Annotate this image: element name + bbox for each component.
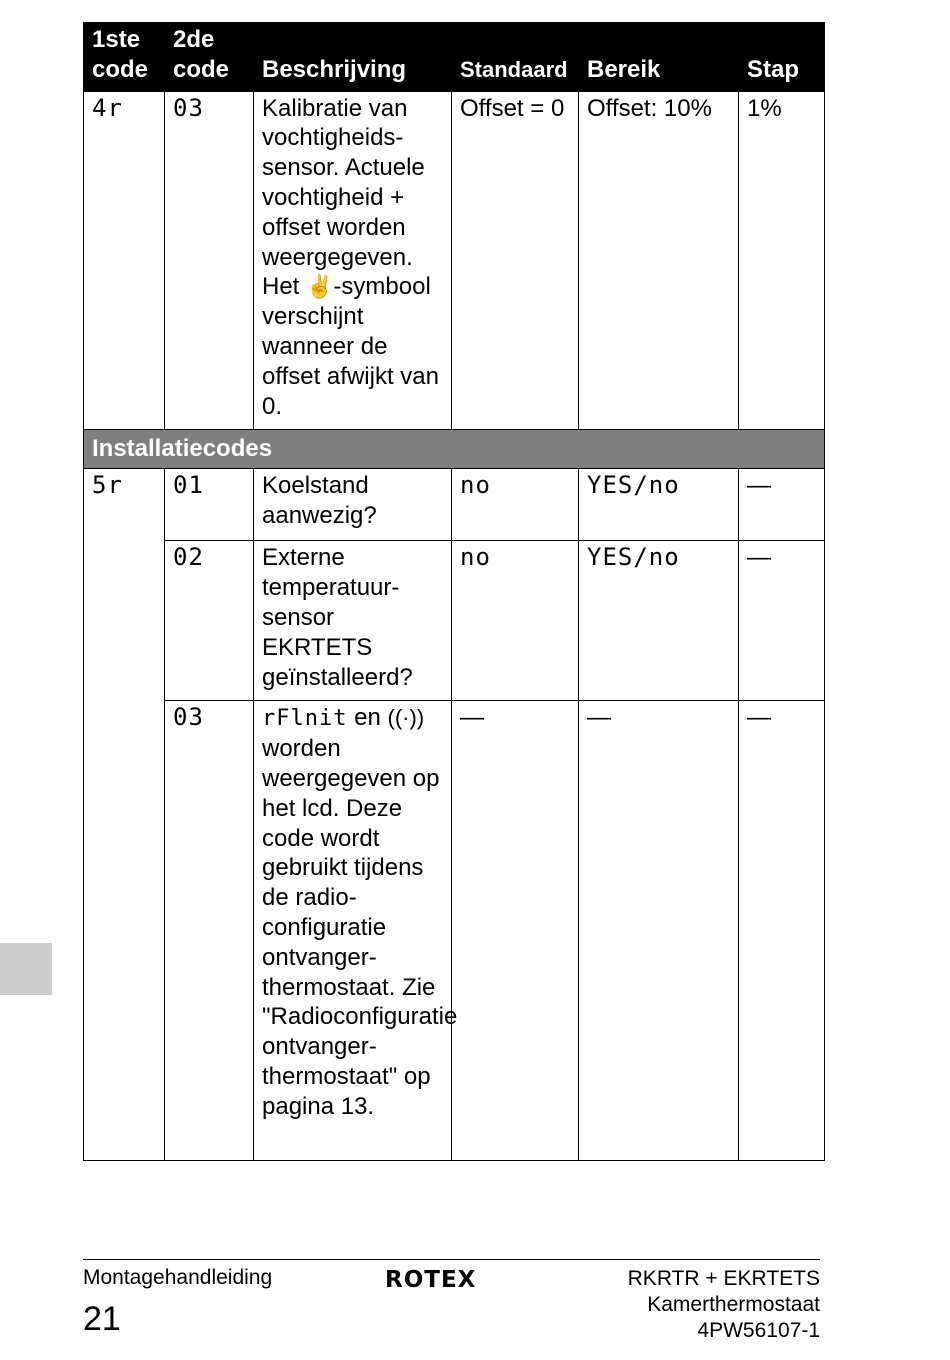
description: Kalibratie van vochtigheids-sensor. Actuele vochtigheid + offset worden weergegeven. Het ✌-symbool verschijnt wanneer de offset afwijkt van 0. [254, 91, 452, 430]
section-header-row [84, 430, 825, 469]
footer-product-name: Kamerthermostaat [647, 1293, 820, 1316]
chapter-tab-marker [0, 943, 52, 995]
rotex-logo: ROTEX [385, 1267, 477, 1293]
footer-model: RKRTR + EKRTETS [627, 1267, 820, 1290]
table-header-row [84, 23, 825, 92]
second-code: 03 [165, 91, 254, 430]
header-description: Beschrijving [254, 23, 452, 92]
table-row-radio-config [84, 701, 825, 1161]
standard-value: — [452, 701, 579, 1161]
page-number: 21 [83, 1300, 121, 1338]
step-value: 1% [739, 91, 825, 430]
first-code: 5r [84, 469, 165, 1161]
radio-signal-icon: ((·)) [387, 705, 425, 731]
range-value: — [579, 701, 739, 1161]
standard-value: no [452, 469, 579, 541]
header-standard: Standaard [452, 23, 579, 92]
section-title: Installatiecodes [84, 430, 825, 469]
header-first-code: 1ste code [84, 23, 165, 92]
header-second-code: 2de code [165, 23, 254, 92]
second-code: 03 [165, 701, 254, 1161]
description: Externe temperatuur-sensor EKRTETS geïnstalleerd? [254, 541, 452, 701]
description: Koelstand aanwezig? [254, 469, 452, 541]
parameter-table [83, 22, 825, 1161]
table-row-cooling [84, 469, 825, 541]
footer-divider [83, 1259, 820, 1260]
standard-value: Offset = 0 [452, 91, 579, 430]
step-value: — [739, 469, 825, 541]
header-step: Stap [739, 23, 825, 92]
step-value: — [739, 701, 825, 1161]
second-code: 02 [165, 541, 254, 701]
range-value: YES/no [579, 469, 739, 541]
footer-doc-number: 4PW56107-1 [697, 1319, 820, 1342]
footer-product-info [628, 1266, 820, 1344]
lcd-text: rFlnit [262, 706, 348, 732]
footer-document-type: Montagehandleiding [83, 1266, 273, 1289]
first-code: 4r [84, 91, 165, 430]
table-row-calibration [84, 91, 825, 430]
range-value: YES/no [579, 541, 739, 701]
header-range: Bereik [579, 23, 739, 92]
hand-icon: ✌ [306, 274, 334, 300]
step-value: — [739, 541, 825, 701]
table-row-external-sensor [84, 541, 825, 701]
standard-value: no [452, 541, 579, 701]
range-value: Offset: 10% [579, 91, 739, 430]
description: rFlnit en ((·)) worden weergegeven op het lcd. Deze code wordt gebruikt tijdens de radio-configuratie ontvanger-thermostaat. Zie "Radioconfiguratie ontvanger-thermostaat" op pagina 13. [254, 701, 452, 1161]
second-code: 01 [165, 469, 254, 541]
